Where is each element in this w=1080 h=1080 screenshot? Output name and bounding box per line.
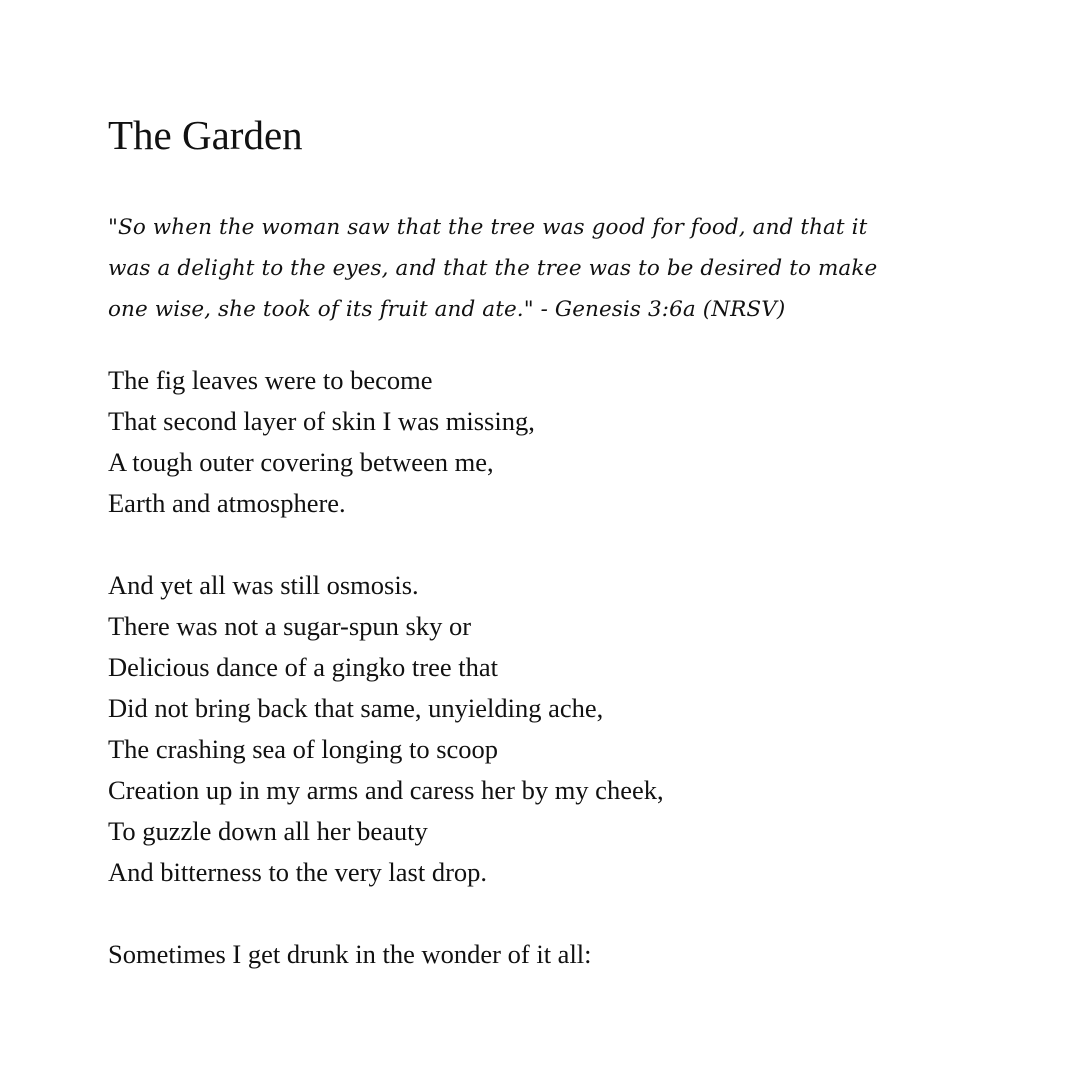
poem-line: Delicious dance of a gingko tree that <box>108 652 498 682</box>
poem-line: The fig leaves were to become <box>108 365 433 395</box>
epigraph <box>108 207 988 330</box>
poem-body <box>108 360 988 1016</box>
poem-line: Creation up in my arms and caress her by my cheek, <box>108 775 664 805</box>
poem-line: The crashing sea of longing to scoop <box>108 734 499 764</box>
epigraph-line: was a delight to the eyes, and that the tree was to be desired to make <box>108 256 878 281</box>
stanza-3 <box>108 934 988 975</box>
poem-line: There was not a sugar-spun sky or <box>108 611 472 641</box>
poem-line: To guzzle down all her beauty <box>108 816 428 846</box>
poem-line: Sometimes I get drunk in the wonder of it all: <box>108 939 592 969</box>
poem-line: And bitterness to the very last drop. <box>108 857 488 887</box>
poem-line: That second layer of skin I was missing, <box>108 406 535 436</box>
poem-line: Did not bring back that same, unyielding ache, <box>108 693 604 723</box>
stanza-2 <box>108 565 988 893</box>
poem-line: And yet all was still osmosis. <box>108 570 419 600</box>
poem-line: Earth and atmosphere. <box>108 488 346 518</box>
epigraph-line: one wise, she took of its fruit and ate." - Genesis 3:6a (NRSV) <box>108 297 786 322</box>
poem-line: A tough outer covering between me, <box>108 447 494 477</box>
poem-title: The Garden <box>108 112 303 158</box>
stanza-1 <box>108 360 988 524</box>
epigraph-line: "So when the woman saw that the tree was good for food, and that it <box>108 215 868 240</box>
